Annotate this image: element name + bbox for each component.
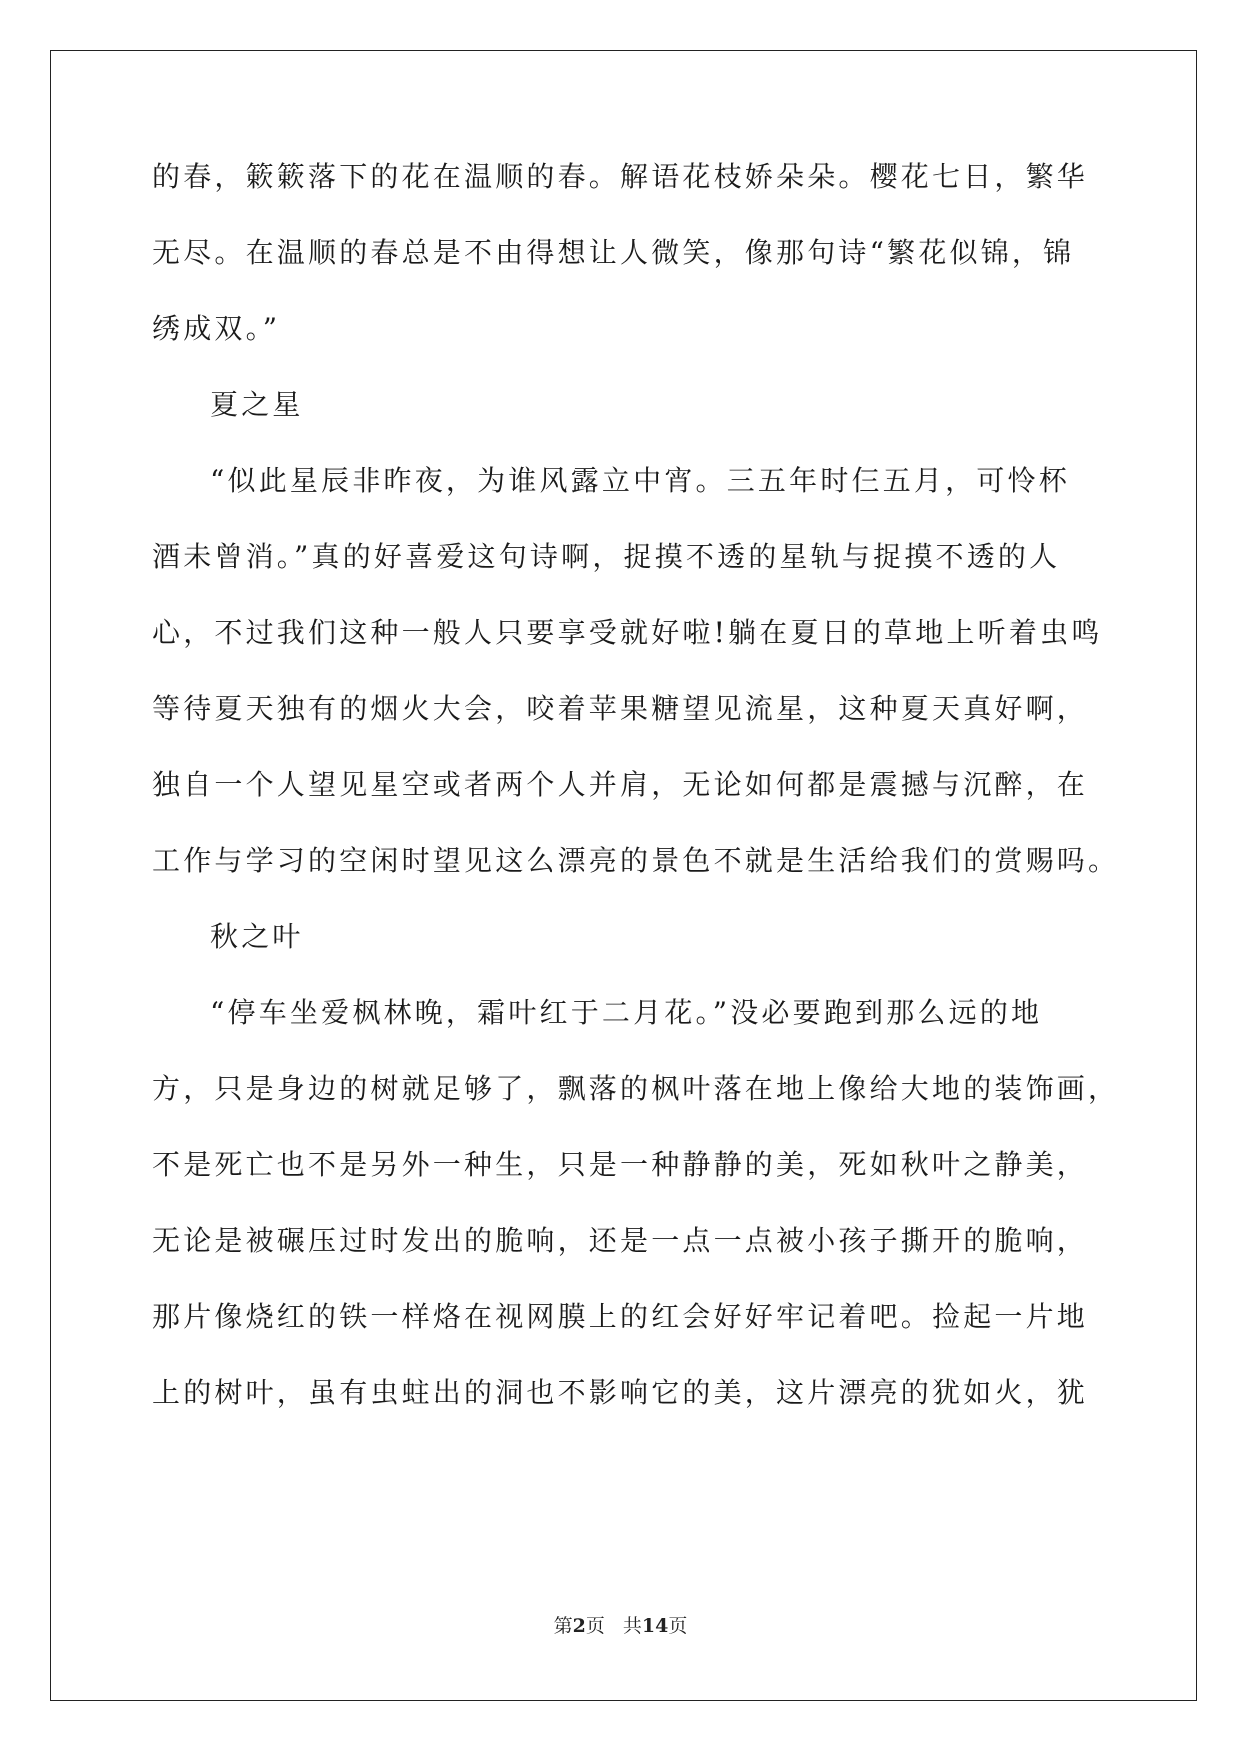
text-line: 酒未曾消。”真的好喜爱这句诗啊，捉摸不透的星轨与捉摸不透的人	[152, 540, 1061, 573]
text-line: 的春，簌簌落下的花在温顺的春。解语花枝娇朵朵。樱花七日，繁华	[152, 160, 1089, 193]
text-line: 心，不过我们这种一般人只要享受就好啦!躺在夏日的草地上听着虫鸣	[152, 616, 1103, 649]
page-current: 2	[572, 1615, 586, 1637]
text-line: 等待夏天独有的烟火大会，咬着苹果糖望见流星，这种夏天真好啊，	[152, 692, 1089, 725]
text-line: 无尽。在温顺的春总是不由得想让人微笑，像那句诗“繁花似锦，锦	[152, 236, 1075, 269]
text-line: 那片像烧红的铁一样烙在视网膜上的红会好好牢记着吧。捡起一片地	[152, 1300, 1089, 1333]
page-label: 页	[585, 1615, 605, 1637]
text-line: 上的树叶，虽有虫蛀出的洞也不影响它的美，这片漂亮的犹如火，犹	[152, 1376, 1089, 1409]
text-line: 方，只是身边的树就足够了，飘落的枫叶落在地上像给大地的装饰画，	[152, 1072, 1120, 1105]
page-prefix: 第	[553, 1615, 573, 1637]
total-label: 页	[668, 1615, 688, 1637]
text-line: “似此星辰非昨夜，为谁风露立中宵。三五年时仨五月，可怜杯	[210, 464, 1070, 497]
text-line: 独自一个人望见星空或者两个人并肩，无论如何都是震撼与沉醉，在	[152, 768, 1089, 801]
total-prefix: 共	[622, 1615, 642, 1637]
document-body	[152, 160, 1120, 1452]
text-line: 不是死亡也不是另外一种生，只是一种静静的美，死如秋叶之静美，	[152, 1148, 1089, 1181]
text-line: 夏之星	[210, 388, 304, 421]
page-total: 14	[641, 1615, 669, 1637]
text-line: 工作与学习的空闲时望见这么漂亮的景色不就是生活给我们的赏赐吗。	[152, 844, 1120, 877]
page-footer	[0, 1614, 1241, 1638]
text-line: “停车坐爱枫林晚，霜叶红于二月花。”没必要跑到那么远的地	[210, 996, 1043, 1029]
text-line: 无论是被碾压过时发出的脆响，还是一点一点被小孩子撕开的脆响，	[152, 1224, 1089, 1257]
text-line: 绣成双。”	[152, 312, 281, 345]
text-line: 秋之叶	[210, 920, 304, 953]
